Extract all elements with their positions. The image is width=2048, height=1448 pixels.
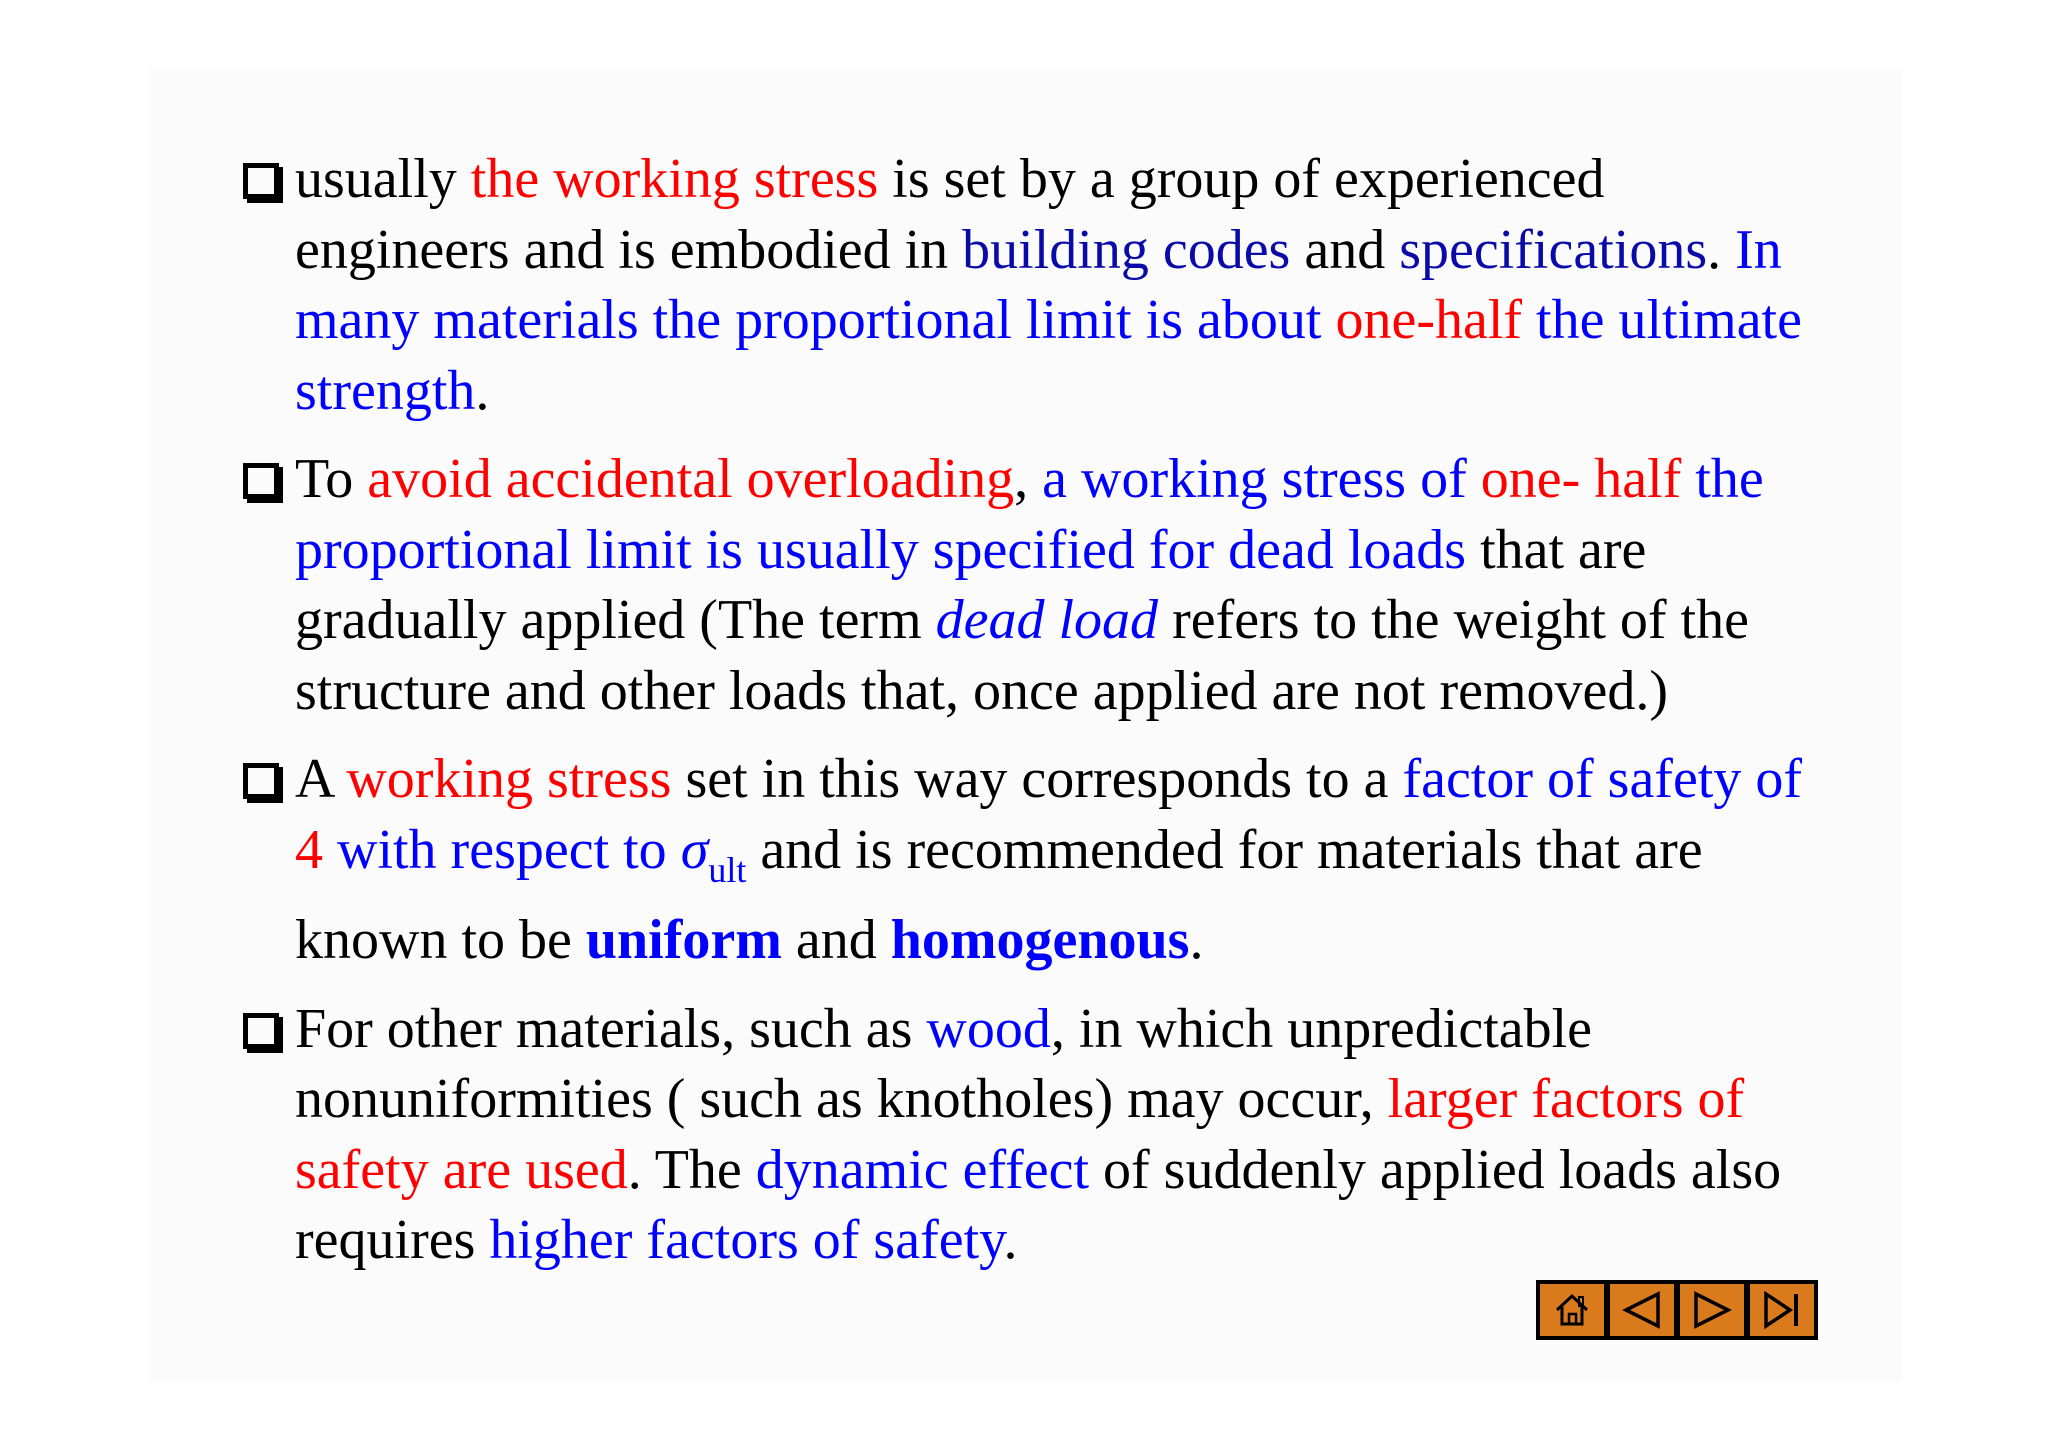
- bullet-text-run: .: [475, 359, 490, 422]
- bullet-text-run: avoid accidental overloading: [367, 448, 1015, 510]
- bullet-text-run: dynamic effect: [755, 1138, 1090, 1201]
- bullet-text-run: A: [295, 748, 347, 810]
- bullet-text-run: one- half: [1480, 448, 1682, 510]
- triangle-left-icon: [1620, 1290, 1664, 1330]
- bullet-text-run: larger factors of safety are used: [295, 1068, 1745, 1201]
- bullet-text-run: and: [1290, 218, 1400, 281]
- bullet-text-run: usually: [295, 148, 471, 210]
- navigation-bar: [1536, 1280, 1818, 1340]
- subscript-text: ult: [708, 849, 747, 890]
- bullet-text-run: homogenous: [890, 909, 1190, 971]
- bullet-text-run: , in which unpredictable nonuniformities ( such as knotholes) may occur,: [295, 997, 1593, 1130]
- home-icon: [1552, 1290, 1592, 1330]
- slide: [148, 68, 1902, 1382]
- bullet-text-run: refers to the weight of the structure and other loads that, once applied are not removed.): [295, 589, 1749, 722]
- bullet-text-run: a working stress of: [1042, 448, 1481, 510]
- sigma-symbol: σ: [680, 818, 709, 881]
- bullet-item: [243, 744, 1803, 976]
- bullet-text-run: specifications: [1399, 218, 1708, 281]
- bullet-list: [243, 144, 1803, 1294]
- bullet-text-run: .: [1707, 218, 1736, 281]
- bullet-text-run: higher factors of safety: [489, 1209, 1004, 1271]
- checkbox-bullet-icon: [243, 163, 279, 199]
- bullet-text-run: 4: [295, 818, 323, 881]
- bullet-text-run: .: [1189, 909, 1204, 971]
- bullet-text-run: working stress: [346, 748, 672, 810]
- bullet-text-run: and: [781, 909, 891, 971]
- bullet-text-run: that are gradually applied (The term: [295, 518, 1647, 651]
- bullet-text-run: To: [295, 448, 368, 510]
- bullet-text-run: one-half: [1335, 289, 1523, 351]
- bullet-text-run: uniform: [585, 909, 782, 971]
- checkbox-bullet-icon: [243, 763, 279, 799]
- bullet-text-run: the proportional limit is usually specified for dead loads: [295, 448, 1764, 581]
- bullet-text-run: and is recommended for materials that are known to be: [295, 818, 1703, 971]
- bullet-text-run: wood: [926, 997, 1051, 1060]
- skip-to-end-icon: [1760, 1290, 1804, 1330]
- checkbox-bullet-icon: [243, 463, 279, 499]
- bullet-item: [243, 994, 1803, 1276]
- bullet-text-run: For other materials, such as: [295, 997, 927, 1060]
- bullet-text-run: .: [1003, 1209, 1018, 1271]
- bullet-text-run: dead load: [935, 589, 1159, 651]
- bullet-text-run: with respect to: [323, 818, 667, 881]
- bullet-text-run: set in this way corresponds to a: [671, 748, 1403, 810]
- next-button[interactable]: [1678, 1282, 1746, 1338]
- bullet-text-run: the working stress: [470, 148, 879, 210]
- bullet-text-run: is set by a group of experienced engineers and is embodied in: [295, 148, 1605, 281]
- bullet-text-run: ,: [1014, 448, 1043, 510]
- bullet-text-run: . The: [627, 1138, 756, 1201]
- triangle-right-icon: [1690, 1290, 1734, 1330]
- bullet-text-run: building codes: [962, 218, 1291, 281]
- bullet-text-run: In many materials the proportional limit is about: [295, 218, 1782, 351]
- home-button[interactable]: [1538, 1282, 1606, 1338]
- previous-button[interactable]: [1608, 1282, 1676, 1338]
- bullet-item: [243, 144, 1803, 426]
- checkbox-bullet-icon: [243, 1013, 279, 1049]
- last-button[interactable]: [1748, 1282, 1816, 1338]
- bullet-text-run: of suddenly applied loads also requires: [295, 1138, 1782, 1271]
- bullet-item: [243, 444, 1803, 726]
- bullet-text-run: factor of safety of: [1402, 748, 1803, 810]
- bullet-text-run: the ultimate strength: [295, 289, 1802, 422]
